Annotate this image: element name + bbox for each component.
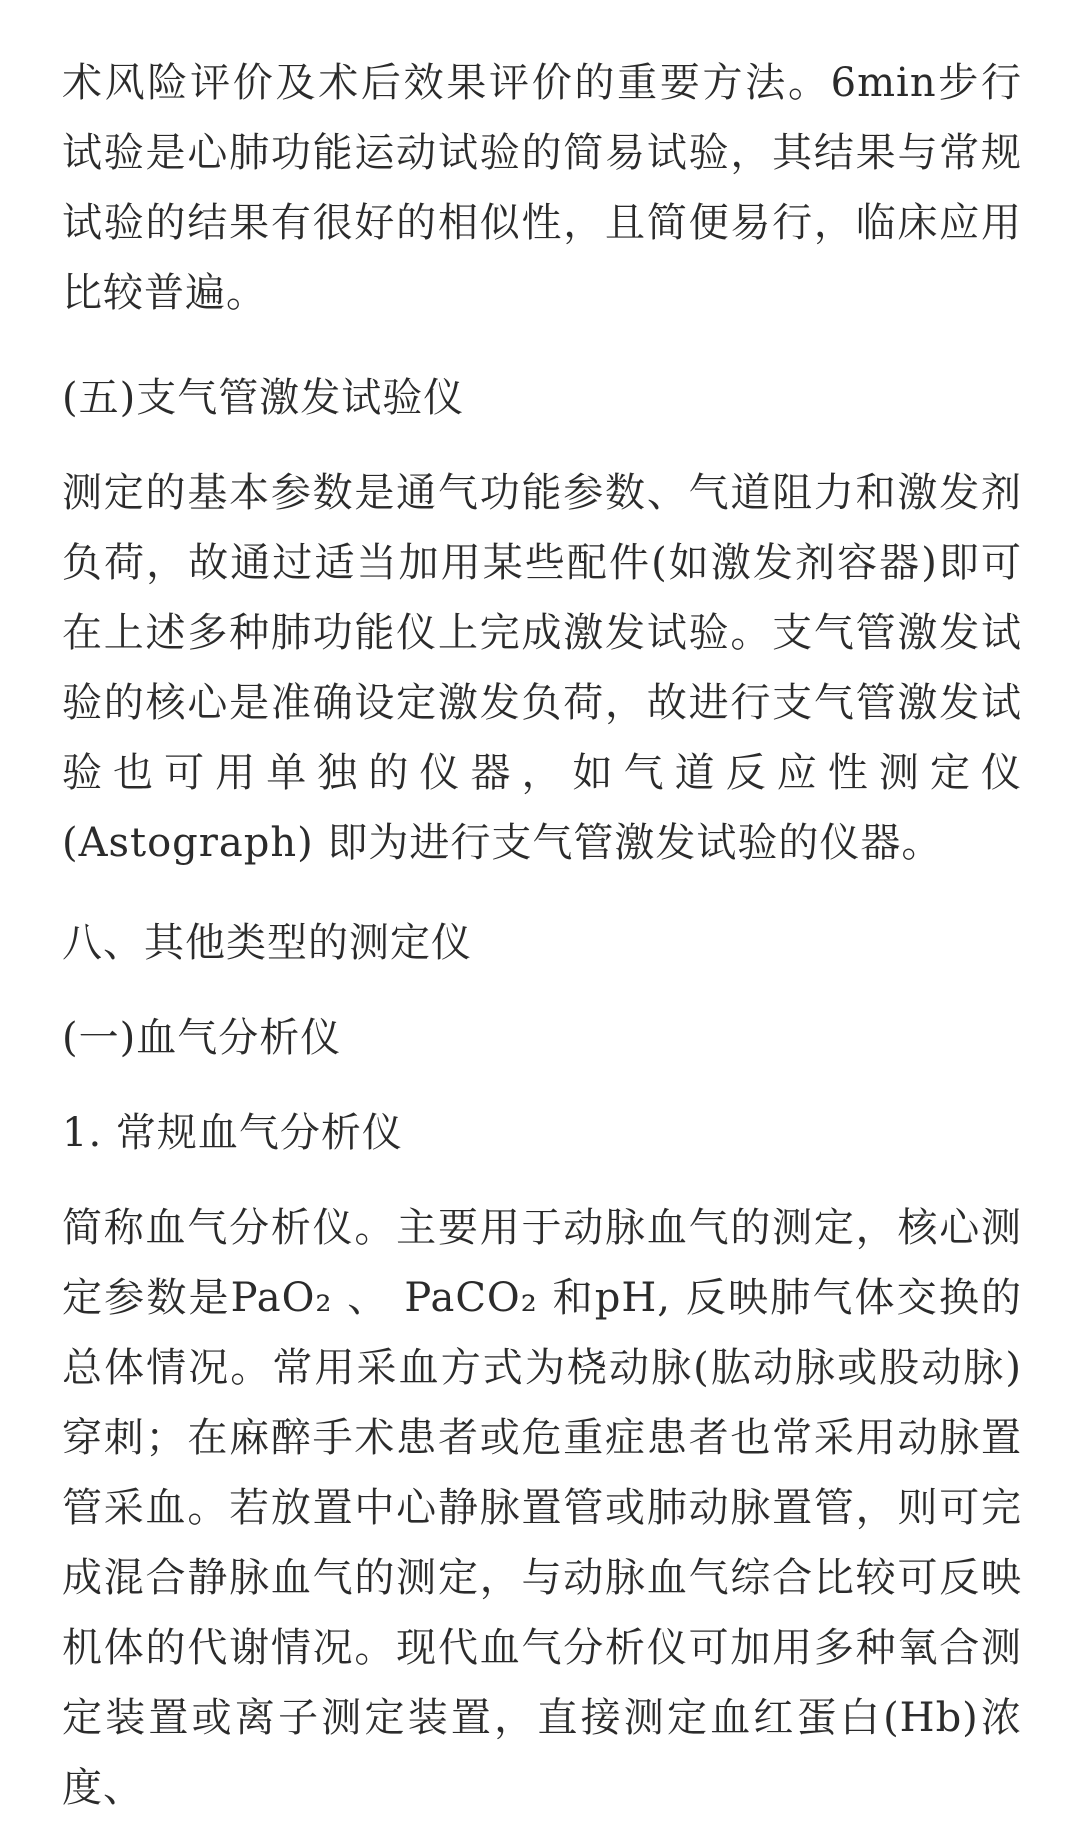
paragraph-blood-gas-description: 简称血气分析仪。主要用于动脉血气的测定，核心测定参数是PaO₂ 、 PaCO₂ 和pH, 反映肺气体交换的总体情况。常用采血方式为桡动脉(肱动脉或股动脉)穿刺；在麻醉手术患者或危重症患者也常采用动脉置管采血。若放置中心静脉置管或肺动脉置管，则可完成混合静脉血气的测定，与动脉血气综合比较可反映机体的代谢情况。现代血气分析仪可加用多种氧合测定装置或离子测定装置，直接测定血红蛋白(Hb)浓度、 [62,1205,1022,1811]
paragraph-bronchial-provocation: 测定的基本参数是通气功能参数、气道阻力和激发剂负荷，故通过适当加用某些配件(如激发剂容器)即可在上述多种肺功能仪上完成激发试验。支气管激发试验的核心是准确设定激发负荷，故进行支气管激发试验也可用单独的仪器，如气道反应性测定仪(Astograph) 即为进行支气管激发试验的仪器。 [62,470,1022,866]
heading-bronchial-provocation: (五)支气管激发试验仪 [62,375,465,421]
heading-blood-gas-analyzer: (一)血气分析仪 [62,1015,342,1061]
paragraph-six-minute-walk: 术风险评价及术后效果评价的重要方法。6min步行试验是心肺功能运动试验的简易试验，其结果与常规试验的结果有很好的相似性，且简便易行，临床应用比较普遍。 [62,60,1022,316]
heading-conventional-blood-gas: 1. 常规血气分析仪 [62,1110,403,1156]
heading-other-instruments: 八、其他类型的测定仪 [62,920,472,966]
